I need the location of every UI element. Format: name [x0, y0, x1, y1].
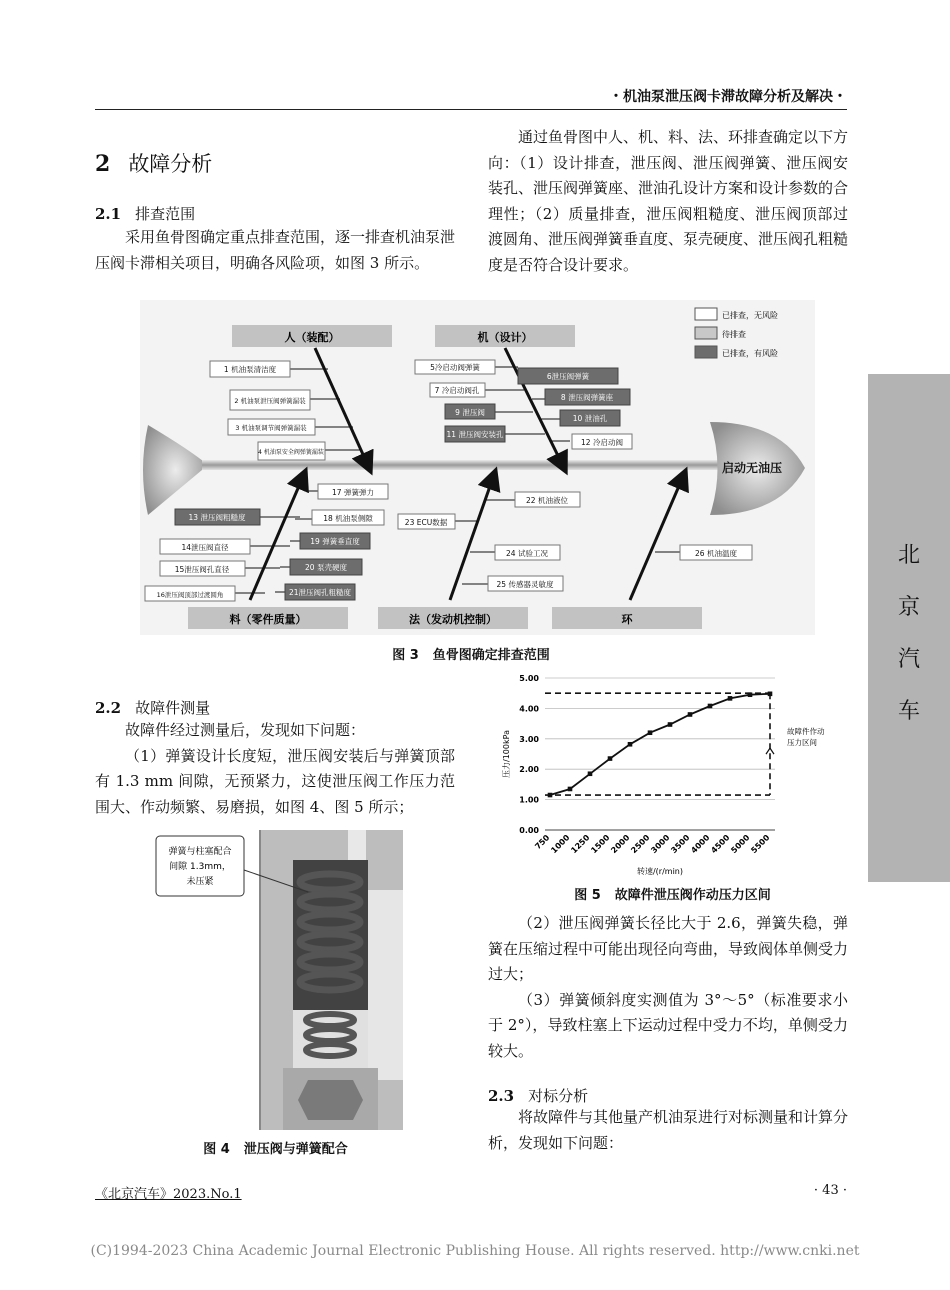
paragraph: （3）弹簧倾斜度实测值为 3°～5°（标准要求小于 2°），导致柱塞上下运动过程中受力不均，单侧受力较大。: [488, 990, 848, 1060]
running-header: ・机油泵泄压阀卡滞故障分析及解决・: [609, 89, 847, 105]
x-tick-label: 3000: [649, 833, 672, 856]
y-tick-label: 4.00: [519, 704, 539, 714]
callout-line: 间隙 1.3mm，: [169, 862, 231, 872]
subsection-2-2-body: [95, 718, 455, 820]
category-label: 料（零件质量）: [229, 613, 307, 626]
subsection-number: 2.1: [95, 205, 122, 223]
x-tick-label: 2000: [609, 833, 632, 856]
annotation-line: 故障件作动: [787, 727, 825, 737]
subsection-2-3-heading: [488, 1085, 588, 1106]
callout-line: 未压紧: [186, 877, 214, 887]
figure-4-caption: [148, 1138, 403, 1157]
fishbone-item: 17 弹簧弹力: [332, 488, 374, 497]
x-axis-label: 转速/(r/min): [636, 867, 684, 876]
fishbone-item: 11 泄压阀安装孔: [446, 430, 504, 439]
paragraph: 采用鱼骨图确定重点排查范围，逐一排查机油泵泄压阀卡滞相关项目，明确各风险项，如图 3 所示。: [95, 228, 456, 272]
fishbone-item: 8 泄压阀弹簧座: [560, 393, 614, 402]
paragraph: （2）泄压阀弹簧长径比大于 2.6，弹簧失稳，弹簧在压缩过程中可能出现径向弯曲，导致阀体单侧受力过大；: [488, 914, 849, 983]
figure-3-caption: [95, 644, 847, 663]
category-label: 人（装配）: [284, 331, 340, 344]
spine: [202, 460, 732, 470]
figure-caption-text: 故障件泄压阀作动压力区间: [614, 888, 771, 903]
subsection-2-1-heading: [95, 203, 195, 224]
fishbone-item: 20 泵壳硬度: [305, 563, 347, 572]
fishbone-item: 19 弹簧垂直度: [310, 537, 360, 546]
figure-label: 图 3: [392, 648, 419, 663]
annotation-line: 压力区间: [787, 738, 817, 748]
x-tick-label: 5500: [749, 833, 772, 856]
fishbone-item: 25 传感器灵敏度: [496, 580, 554, 589]
subsection-title: 排查范围: [135, 205, 196, 223]
fishbone-item: 21泄压阀孔粗糙度: [288, 588, 352, 597]
data-point: [688, 712, 693, 717]
x-tick-label: 3500: [669, 833, 692, 856]
y-tick-labels: [519, 674, 539, 835]
sidebar-char: 京: [897, 595, 920, 620]
sidebar-char: 北: [897, 543, 920, 568]
header-rule: [95, 109, 847, 110]
paragraph: 将故障件与其他量产机油泵进行对标测量和计算分析，发现如下问题：: [488, 1108, 849, 1152]
pressure-series-line: [550, 694, 770, 795]
figure-5-caption: [495, 884, 850, 903]
y-tick-label: 3.00: [519, 734, 539, 744]
x-tick-labels: [533, 833, 771, 855]
fishbone-item: 13 泄压阀粗糙度: [188, 513, 246, 522]
callout-line: 弹簧与柱塞配合: [168, 847, 232, 857]
y-tick-label: 1.00: [519, 795, 539, 805]
copyright-notice: (C)1994-2023 China Academic Journal Electronic Publishing House. All rights reserved. http://www.cnki.net: [90, 1243, 860, 1259]
fishbone-diagram: [140, 300, 815, 635]
fish-head-label: 启动无油压: [721, 461, 783, 475]
x-tick-label: 2500: [629, 833, 652, 856]
right-column-lower-body: [488, 911, 848, 1064]
data-point: [728, 696, 733, 701]
fishbone-item: 12 冷启动阀: [581, 438, 623, 447]
x-tick-label: 1000: [549, 833, 572, 856]
category-label: 环: [621, 613, 633, 626]
paragraph: 故障件经过测量后，发现如下问题：: [125, 721, 366, 739]
page-number: · 43 ·: [813, 1183, 847, 1198]
y-tick-label: 0.00: [519, 826, 539, 835]
category-label: 机（设计）: [477, 331, 533, 344]
pressure-chart: [495, 668, 850, 878]
section-title: 故障分析: [128, 152, 213, 176]
data-point: [668, 722, 673, 727]
legend-item: 待排查: [722, 330, 746, 339]
fishbone-item: 23 ECU数据: [404, 518, 448, 527]
data-point: [568, 787, 573, 792]
section-heading: [95, 148, 212, 178]
category-label: 法（发动机控制）: [409, 613, 497, 626]
y-axis-label: 压力/100kPa: [502, 730, 511, 778]
fishbone-item: 7 冷启动阀孔: [434, 386, 480, 395]
data-point: [588, 771, 593, 776]
fishbone-item: 18 机油泵侧隙: [323, 514, 373, 523]
fishbone-item: 9 泄压阀: [455, 408, 485, 417]
subsection-title: 对标分析: [528, 1087, 589, 1105]
subsection-number: 2.2: [95, 699, 122, 717]
footer-journal: 《北京汽车》2023.No.1: [95, 1187, 242, 1202]
fishbone-item: 22 机油液位: [526, 496, 568, 505]
data-point: [608, 756, 613, 761]
fishbone-item: 4 机油泵安全阀弹簧漏装: [258, 449, 324, 456]
fishbone-item: 14泄压阀直径: [181, 543, 229, 552]
fishbone-item: 24 试验工况: [506, 549, 548, 558]
fishbone-item: 5冷启动阀弹簧: [430, 363, 480, 372]
data-point: [648, 730, 653, 735]
subsection-2-2-heading: [95, 697, 210, 718]
y-tick-label: 5.00: [519, 674, 539, 683]
x-tick-label: 1500: [589, 833, 612, 856]
fishbone-item: 1 机油泵清洁度: [223, 365, 277, 374]
chart-grid: [545, 678, 775, 830]
x-tick-label: 4500: [709, 833, 732, 856]
sidebar-char: 汽: [897, 647, 920, 672]
subsection-2-3-body: [488, 1105, 848, 1156]
right-column-paragraph: [488, 125, 848, 278]
fishbone-item: 6泄压阀弹簧: [546, 372, 590, 381]
x-tick-label: 750: [533, 833, 552, 852]
data-point: [628, 742, 633, 747]
fishbone-item: 2 机油泵泄压阀弹簧漏装: [234, 397, 306, 405]
fishbone-item: 16泄压阀顶部过渡圆角: [156, 591, 224, 599]
valve-spring-figure: [148, 830, 403, 1130]
y-tick-label: 2.00: [519, 765, 539, 775]
legend-item: 已排查，无风险: [722, 311, 778, 320]
x-tick-label: 1250: [569, 833, 592, 856]
paragraph: 通过鱼骨图中人、机、料、法、环排查确定以下方向：（1）设计排查，泄压阀、泄压阀弹簧、泄压阀安装孔、泄压阀弹簧座、泄油孔设计方案和设计参数的合理性；（2）质量排查，泄压阀粗糙度、泄压阀顶部过渡圆角、泄压阀弹簧垂直度、泵壳硬度、泄压阀孔粗糙度是否符合设计要求。: [488, 128, 849, 274]
sidebar-char: 车: [897, 699, 920, 724]
fishbone-item: 3 机油泵调节阀弹簧漏装: [235, 424, 307, 432]
section-number: 2: [95, 151, 111, 177]
figure-label: 图 5: [574, 888, 601, 903]
x-tick-label: 4000: [689, 833, 712, 856]
data-point: [708, 704, 713, 709]
subsection-2-1-body: [95, 225, 455, 276]
legend-item: 已排查，有风险: [722, 349, 778, 358]
fishbone-item: 10 泄油孔: [572, 414, 608, 423]
subsection-number: 2.3: [488, 1087, 515, 1105]
subsection-title: 故障件测量: [135, 699, 211, 717]
fishbone-item: 15泄压阀孔直径: [174, 565, 230, 574]
figure-caption-text: 泄压阀与弹簧配合: [243, 1142, 348, 1157]
figure-caption-text: 鱼骨图确定排查范围: [432, 648, 550, 663]
fishbone-item: 26 机油温度: [695, 549, 737, 558]
figure-label: 图 4: [203, 1142, 230, 1157]
paragraph: （1）弹簧设计长度短，泄压阀安装后与弹簧顶部有 1.3 mm 间隙，无预紧力，这使泄压阀工作压力范围大、作动频繁、易磨损，如图 4、图 5 所示；: [95, 746, 455, 816]
x-tick-label: 5000: [729, 833, 752, 856]
journal-sidebar: [868, 374, 950, 882]
